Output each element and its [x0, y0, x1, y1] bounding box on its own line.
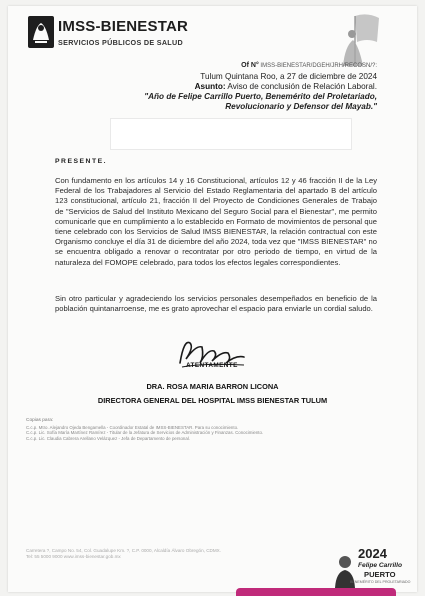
- reference-label: Of N°: [241, 62, 259, 69]
- salutation: PRESENTE.: [55, 158, 108, 165]
- footer-accent-bar: [236, 588, 396, 596]
- org-name: IMSS-BIENESTAR: [58, 18, 189, 35]
- year-2024-logo: [334, 546, 410, 590]
- logo-emblem-icon: [28, 16, 54, 48]
- flag-emblem-icon: [333, 12, 383, 68]
- cc-title: Copias para:: [26, 418, 54, 423]
- footer-address-line: Carretera ?, Campo No. 54, Col. Guadalupe Km. ?, C.P. 0000, Alcaldía Álvaro Obregón, CDMX.: [26, 548, 221, 553]
- cc-line: C.c.p. Lic. Sofía María Martínez Ramírez - Titular de la Jefatura de Servicios de Administración y Finanzas. Conocimiento.: [26, 430, 264, 436]
- cc-line: C.c.p. Mtro. Alejandro Ojeda Bengamella - Coordinador Estatal de IMSS-BIENESTAR. Para su conocimiento.: [26, 424, 239, 430]
- org-subtitle: SERVICIOS PÚBLICOS DE SALUD: [58, 38, 183, 47]
- logo-name-last: PUERTO: [364, 570, 396, 579]
- closing-atentamente: ATENTAMENTE: [186, 362, 238, 369]
- body-paragraph-1: Con fundamento en los artículos 14 y 16 Constitucional, artículos 12 y 46 fracción II de la Ley Federal de los Trabajadores al Servicio del Estado Reglamentaria del apartado B del artículo 123 constitucional, artículo 21, fracción II del Proyecto de Condiciones Generales de Trabajo de "Servicios de Salud del Instituto Mexicano del Seguro Social para el Bienestar", me permito comunicarle que en cumplimiento a lo establecido en Formato de movimientos de personal que tiene celebrado con los Servicios de Salud IMSS BIENESTAR, la relación contractual con este Organismo concluye el día 31 de diciembre del año 2024, toda vez que "IMSS BIENESTAR" no se encuentra obligado a renovar o recontratar por otro periodo de tiempo, en virtud de la naturaleza del FOMOPE celebrado, para todos los efectos legales correspondientes.: [55, 176, 377, 267]
- reference-number: [241, 62, 377, 69]
- logo-caption: BENEMÉRITO DEL PROLETARIADO: [350, 580, 411, 584]
- imss-bienestar-logo: [28, 14, 188, 56]
- cc-line: C.c.p. Lic. Claudia Cabrera Arellano Velázquez - Jefa de Departamento de personal.: [26, 435, 191, 441]
- signer-title: DIRECTORA GENERAL DEL HOSPITAL IMSS BIENESTAR TULUM: [97, 396, 328, 405]
- footer-contact-line: Tel: 55 5000 9000 www.imss-bienestar.gob.mx: [26, 554, 121, 559]
- signer-name: DRA. ROSA MARIA BARRON LICONA: [146, 382, 279, 391]
- redacted-recipient-block: [110, 118, 352, 150]
- logo-name-first: Felipe Carrillo: [358, 562, 402, 569]
- year-motto: "Año de Felipe Carrillo Puerto, Benemérito del Proletariado, Revolucionario y Defensor del Mayab.": [144, 92, 377, 111]
- subject-line: [195, 82, 377, 91]
- date-line: Tulum Quintana Roo, a 27 de diciembre de 2024: [200, 72, 377, 81]
- reference-value: IMSS-BIENESTAR/DGEH/JRH/RECOSN/?:: [260, 63, 377, 69]
- footer-address: [26, 548, 226, 560]
- letter-page: [8, 6, 417, 592]
- logo-year: 2024: [358, 546, 387, 561]
- carbon-copy-list: [26, 418, 263, 441]
- subject-label: Asunto:: [194, 82, 226, 91]
- subject-value: Aviso de conclusión de Relación Laboral.: [227, 82, 377, 91]
- body-paragraph-2: Sin otro particular y agradeciendo los servicios personales desempeñados en beneficio de la población quintanarroense, me es grato aprovechar el espacio para enviarle un cordial saludo.: [55, 294, 377, 314]
